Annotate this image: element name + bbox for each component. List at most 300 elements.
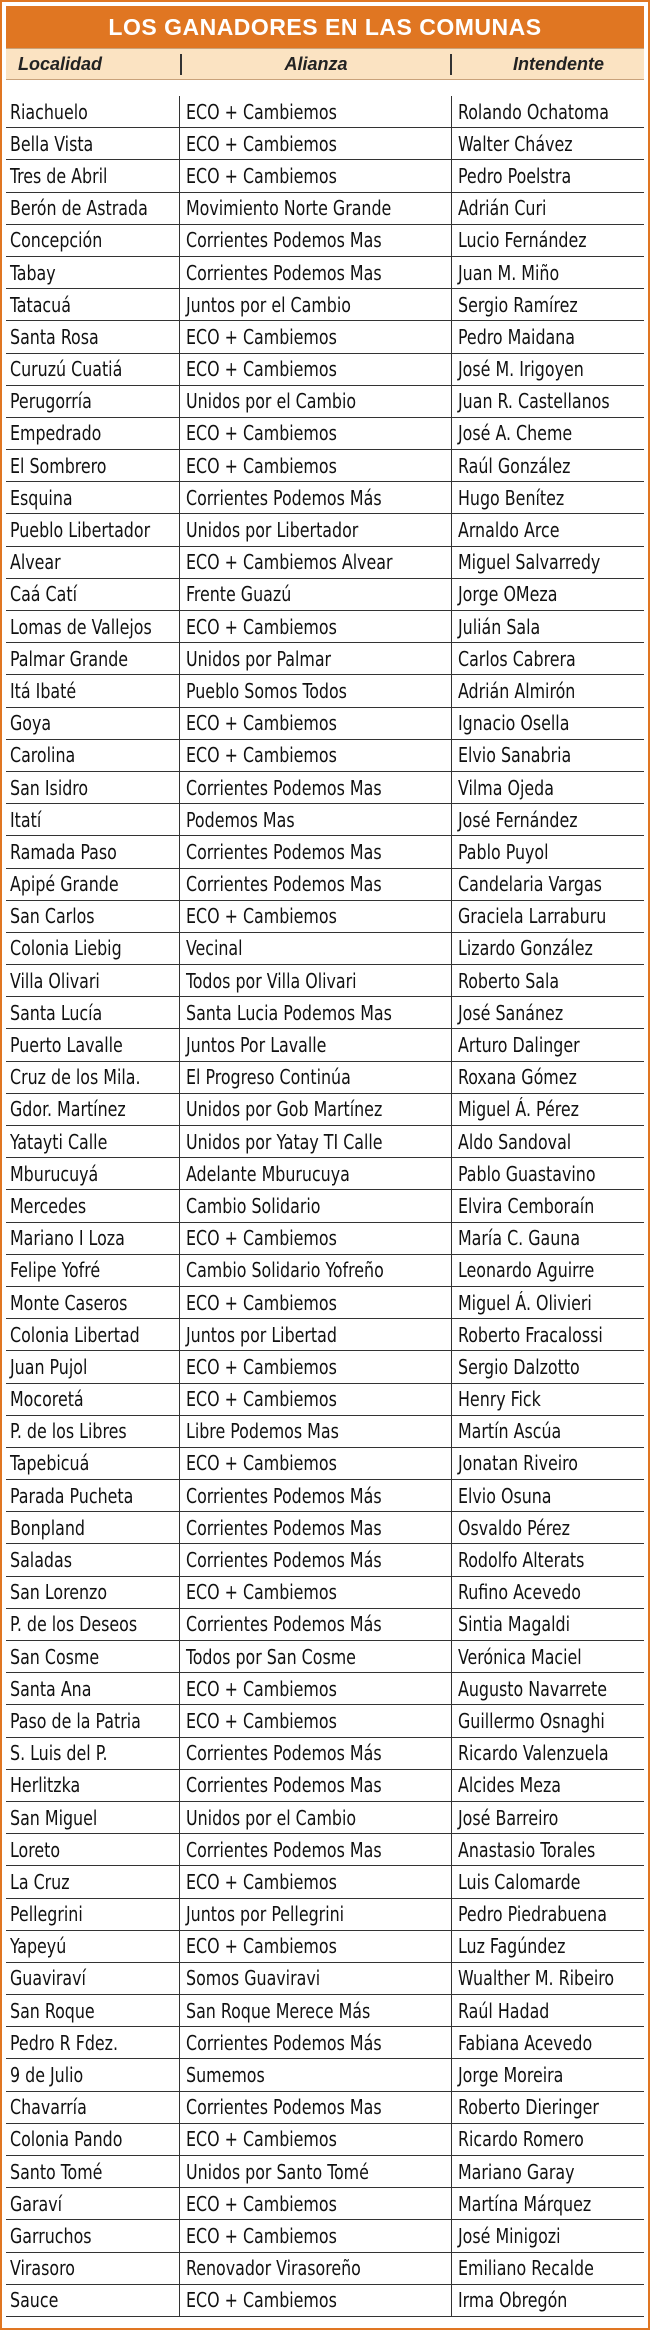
- cell-alianza: [180, 1255, 452, 1286]
- cell-intendente: [452, 418, 644, 449]
- table-row: [6, 643, 644, 675]
- cell-localidad-text: San Lorenzo: [10, 1580, 108, 1605]
- cell-alianza-text: Corrientes Podemos Mas: [186, 1773, 382, 1798]
- cell-localidad-text: Pueblo Libertador: [10, 518, 151, 543]
- cell-localidad: [6, 901, 180, 932]
- cell-alianza-text: Corrientes Podemos Mas: [186, 839, 382, 864]
- cell-localidad-text: Palmar Grande: [10, 646, 129, 671]
- cell-localidad-text: Yatayti Calle: [10, 1129, 108, 1154]
- cell-alianza-text: Juntos Por Lavalle: [186, 1033, 327, 1058]
- cell-intendente: [452, 1416, 644, 1447]
- cell-intendente: [452, 1577, 644, 1608]
- cell-alianza: [180, 160, 452, 191]
- cell-intendente-text: Miguel Á. Pérez: [458, 1097, 579, 1122]
- cell-intendente-text: Sintia Magaldi: [458, 1612, 571, 1637]
- cell-intendente: [452, 257, 644, 288]
- cell-intendente: [452, 708, 644, 739]
- cell-alianza-text: ECO + Cambiemos: [186, 1354, 337, 1379]
- cell-localidad-text: Alvear: [10, 550, 61, 575]
- cell-localidad-text: Pedro R Fdez.: [10, 2030, 119, 2055]
- cell-localidad: [6, 965, 180, 996]
- cell-intendente-text: Luis Calomarde: [458, 1869, 581, 1894]
- cell-localidad: [6, 289, 180, 320]
- cell-localidad-text: Bonpland: [10, 1515, 85, 1540]
- cell-intendente-text: Arturo Dalinger: [458, 1033, 580, 1058]
- cell-localidad: [6, 1126, 180, 1157]
- cell-localidad-text: S. Luis del P.: [10, 1741, 108, 1766]
- table-row: [6, 1062, 644, 1094]
- cell-alianza-text: Corrientes Podemos Mas: [186, 775, 382, 800]
- cell-intendente: [452, 804, 644, 835]
- cell-intendente-text: Ignacio Osella: [458, 711, 570, 736]
- cell-alianza-text: ECO + Cambiemos: [186, 1934, 337, 1959]
- cell-alianza-text: ECO + Cambiemos: [186, 453, 337, 478]
- cell-localidad-text: Loreto: [10, 1837, 61, 1862]
- cell-intendente: [452, 386, 644, 417]
- cell-alianza-text: ECO + Cambiemos: [186, 324, 337, 349]
- header-localidad: Localidad: [6, 54, 182, 75]
- cell-alianza: [180, 2059, 452, 2090]
- cell-localidad: [6, 1544, 180, 1575]
- cell-alianza-text: ECO + Cambiemos: [186, 2191, 337, 2216]
- cell-localidad-text: Bella Vista: [10, 131, 94, 156]
- cell-intendente: [452, 1062, 644, 1093]
- cell-intendente: [452, 1931, 644, 1962]
- cell-intendente-text: Emiliano Recalde: [458, 2256, 594, 2281]
- cell-alianza: [180, 418, 452, 449]
- cell-alianza-text: ECO + Cambiemos: [186, 1708, 337, 1733]
- cell-intendente: [452, 2092, 644, 2123]
- cell-localidad-text: P. de los Libres: [10, 1419, 127, 1444]
- cell-intendente-text: Walter Chávez: [458, 131, 573, 156]
- cell-alianza-text: ECO + Cambiemos: [186, 1387, 337, 1412]
- table-row: [6, 1480, 644, 1512]
- cell-intendente-text: Mariano Garay: [458, 2159, 575, 2184]
- cell-localidad: [6, 482, 180, 513]
- cell-alianza-text: Corrientes Podemos Mas: [186, 228, 382, 253]
- cell-alianza: [180, 2188, 452, 2219]
- cell-intendente-text: José Minigozi: [458, 2223, 561, 2248]
- cell-localidad-text: Tapebicuá: [10, 1451, 90, 1476]
- cell-intendente: [452, 901, 644, 932]
- cell-alianza-text: Unidos por Santo Tomé: [186, 2159, 369, 2184]
- cell-intendente: [452, 2027, 644, 2058]
- cell-alianza: [180, 547, 452, 578]
- cell-alianza: [180, 708, 452, 739]
- cell-alianza-text: Unidos por el Cambio: [186, 389, 357, 414]
- cell-intendente-text: Rufino Acevedo: [458, 1580, 582, 1605]
- cell-intendente-text: Elvio Sanabria: [458, 743, 572, 768]
- cell-alianza: [180, 611, 452, 642]
- cell-alianza: [180, 2027, 452, 2058]
- cell-localidad-text: Curuzú Cuatiá: [10, 357, 123, 382]
- cell-localidad: [6, 1738, 180, 1769]
- cell-alianza: [180, 643, 452, 674]
- cell-alianza-text: Juntos por el Cambio: [186, 292, 351, 317]
- cell-alianza-text: ECO + Cambiemos: [186, 614, 337, 639]
- cell-intendente-text: Wualther M. Ribeiro: [458, 1966, 615, 1991]
- cell-localidad: [6, 2059, 180, 2090]
- cell-intendente-text: Henry Fick: [458, 1387, 541, 1412]
- cell-localidad: [6, 1319, 180, 1350]
- table-row: [6, 2092, 644, 2124]
- cell-localidad-text: Concepción: [10, 228, 103, 253]
- cell-localidad-text: Guaviraví: [10, 1966, 86, 1991]
- cell-alianza-text: Todos por San Cosme: [186, 1644, 356, 1669]
- cell-alianza: [180, 225, 452, 256]
- cell-intendente-text: Martín Ascúa: [458, 1419, 562, 1444]
- cell-localidad-text: Garaví: [10, 2191, 63, 2216]
- cell-intendente: [452, 1029, 644, 1060]
- cell-alianza-text: Cambio Solidario: [186, 1193, 321, 1218]
- cell-intendente: [452, 643, 644, 674]
- cell-intendente: [452, 1223, 644, 1254]
- table-row: [6, 1448, 644, 1480]
- cell-localidad: [6, 1287, 180, 1318]
- cell-intendente: [452, 1319, 644, 1350]
- table-row: [6, 386, 644, 418]
- table-row: [6, 418, 644, 450]
- cell-localidad: [6, 1190, 180, 1221]
- cell-alianza: [180, 2220, 452, 2251]
- cell-alianza: [180, 1512, 452, 1543]
- cell-localidad: [6, 1963, 180, 1994]
- cell-alianza-text: Vecinal: [186, 936, 243, 961]
- table-row: [6, 128, 644, 160]
- cell-localidad-text: Berón de Astrada: [10, 196, 148, 221]
- cell-localidad-text: Colonia Libertad: [10, 1322, 140, 1347]
- cell-intendente-text: José Barreiro: [458, 1805, 559, 1830]
- table-row: [6, 257, 644, 289]
- cell-intendente: [452, 1738, 644, 1769]
- cell-alianza-text: San Roque Merece Más: [186, 1998, 371, 2023]
- cell-localidad: [6, 1899, 180, 1930]
- cell-alianza-text: Podemos Mas: [186, 807, 295, 832]
- cell-localidad: [6, 1480, 180, 1511]
- cell-localidad: [6, 1609, 180, 1640]
- cell-alianza: [180, 482, 452, 513]
- cell-intendente: [452, 2253, 644, 2284]
- table-row: [6, 2220, 644, 2252]
- cell-alianza-text: Corrientes Podemos Mas: [186, 260, 382, 285]
- cell-intendente: [452, 547, 644, 578]
- cell-intendente: [452, 354, 644, 385]
- table-row: [6, 740, 644, 772]
- cell-intendente-text: Pablo Puyol: [458, 839, 549, 864]
- cell-localidad-text: Santa Ana: [10, 1676, 92, 1701]
- cell-localidad-text: Esquina: [10, 485, 73, 510]
- table-row: [6, 997, 644, 1029]
- cell-alianza-text: ECO + Cambiemos: [186, 2223, 337, 2248]
- cell-localidad-text: Colonia Pando: [10, 2127, 123, 2152]
- cell-localidad-text: Monte Caseros: [10, 1290, 128, 1315]
- cell-localidad-text: San Carlos: [10, 904, 95, 929]
- cell-alianza: [180, 1416, 452, 1447]
- table-row: [6, 1995, 644, 2027]
- cell-localidad-text: Carolina: [10, 743, 76, 768]
- cell-localidad: [6, 2253, 180, 2284]
- cell-alianza-text: ECO + Cambiemos: [186, 1580, 337, 1605]
- cell-intendente-text: Hugo Benítez: [458, 485, 565, 510]
- cell-intendente: [452, 1126, 644, 1157]
- table-row: [6, 2285, 644, 2317]
- table-row: [6, 1770, 644, 1802]
- cell-intendente: [452, 772, 644, 803]
- cell-alianza: [180, 1931, 452, 1962]
- cell-intendente-text: Alcides Meza: [458, 1773, 562, 1798]
- cell-intendente: [452, 1899, 644, 1930]
- table-row: [6, 514, 644, 546]
- cell-localidad-text: Garruchos: [10, 2223, 92, 2248]
- table-row: [6, 160, 644, 192]
- table-row: [6, 1931, 644, 1963]
- cell-alianza-text: Corrientes Podemos Más: [186, 1483, 382, 1508]
- cell-alianza: [180, 321, 452, 352]
- cell-intendente-text: Luz Fagúndez: [458, 1934, 566, 1959]
- cell-intendente-text: Martína Márquez: [458, 2191, 592, 2216]
- cell-localidad: [6, 772, 180, 803]
- cell-intendente: [452, 869, 644, 900]
- cell-intendente-text: Ricardo Valenzuela: [458, 1741, 609, 1766]
- header-intendente: Intendente: [512, 53, 604, 74]
- cell-intendente: [452, 450, 644, 481]
- cell-alianza-text: Renovador Virasoreño: [186, 2256, 361, 2281]
- cell-intendente: [452, 1351, 644, 1382]
- cell-alianza: [180, 772, 452, 803]
- cell-intendente-text: Raúl Hadad: [458, 1998, 550, 2023]
- cell-intendente: [452, 2188, 644, 2219]
- cell-localidad: [6, 1512, 180, 1543]
- column-header-row: [6, 48, 644, 80]
- cell-alianza: [180, 804, 452, 835]
- cell-intendente: [452, 225, 644, 256]
- table-row: [6, 1319, 644, 1351]
- cell-alianza: [180, 514, 452, 545]
- table-row: [6, 1834, 644, 1866]
- cell-alianza: [180, 1126, 452, 1157]
- cell-alianza: [180, 675, 452, 706]
- table-row: [6, 836, 644, 868]
- cell-alianza-text: Unidos por Libertador: [186, 518, 359, 543]
- cell-intendente-text: Lizardo González: [458, 936, 593, 961]
- cell-localidad: [6, 1448, 180, 1479]
- cell-localidad-text: Virasoro: [10, 2256, 75, 2281]
- cell-alianza-text: Corrientes Podemos Más: [186, 485, 382, 510]
- cell-intendente-text: Miguel Á. Olivieri: [458, 1290, 592, 1315]
- cell-intendente-text: Sergio Ramírez: [458, 292, 578, 317]
- cell-localidad-text: Apipé Grande: [10, 872, 119, 897]
- table-row: [6, 1673, 644, 1705]
- cell-intendente-text: Osvaldo Pérez: [458, 1515, 570, 1540]
- cell-intendente: [452, 1287, 644, 1318]
- table-row: [6, 321, 644, 353]
- cell-intendente-text: Julián Sala: [458, 614, 541, 639]
- cell-intendente: [452, 2124, 644, 2155]
- cell-intendente-text: María C. Gauna: [458, 1226, 581, 1251]
- cell-intendente-text: Pedro Poelstra: [458, 163, 572, 188]
- cell-intendente-text: Rolando Ochatoma: [458, 99, 609, 124]
- cell-intendente-text: Verónica Maciel: [458, 1644, 582, 1669]
- cell-intendente: [452, 611, 644, 642]
- cell-intendente: [452, 1866, 644, 1897]
- table-row: [6, 579, 644, 611]
- cell-localidad-text: Herlitzka: [10, 1773, 81, 1798]
- cell-localidad: [6, 997, 180, 1028]
- cell-localidad: [6, 160, 180, 191]
- cell-alianza: [180, 1673, 452, 1704]
- table-row: [6, 1963, 644, 1995]
- table-body: [6, 96, 644, 2317]
- cell-intendente-text: Irma Obregón: [458, 2288, 568, 2313]
- cell-localidad: [6, 1705, 180, 1736]
- cell-alianza-text: ECO + Cambiemos: [186, 131, 337, 156]
- cell-intendente-text: Jorge Moreira: [458, 2063, 564, 2088]
- cell-intendente: [452, 128, 644, 159]
- cell-localidad-text: Goya: [10, 711, 52, 736]
- cell-alianza-text: Unidos por Yatay TI Calle: [186, 1129, 383, 1154]
- cell-alianza: [180, 901, 452, 932]
- cell-localidad: [6, 547, 180, 578]
- cell-alianza: [180, 1190, 452, 1221]
- cell-localidad: [6, 740, 180, 771]
- cell-intendente-text: José A. Cheme: [458, 421, 573, 446]
- cell-intendente: [452, 482, 644, 513]
- cell-alianza-text: ECO + Cambiemos: [186, 421, 337, 446]
- cell-localidad: [6, 1866, 180, 1897]
- cell-alianza-text: Corrientes Podemos Más: [186, 1612, 382, 1637]
- cell-intendente-text: Jorge OMeza: [458, 582, 558, 607]
- cell-localidad: [6, 1062, 180, 1093]
- cell-alianza-text: ECO + Cambiemos: [186, 904, 337, 929]
- cell-alianza-text: ECO + Cambiemos: [186, 2127, 337, 2152]
- table-row: [6, 2059, 644, 2091]
- cell-localidad: [6, 2285, 180, 2316]
- cell-alianza: [180, 1609, 452, 1640]
- cell-intendente-text: Vilma Ojeda: [458, 775, 554, 800]
- cell-intendente: [452, 579, 644, 610]
- cell-intendente-text: Raúl González: [458, 453, 571, 478]
- cell-alianza-text: Corrientes Podemos Más: [186, 1548, 382, 1573]
- cell-localidad: [6, 514, 180, 545]
- cell-localidad: [6, 643, 180, 674]
- table-row: [6, 1094, 644, 1126]
- cell-alianza: [180, 1899, 452, 1930]
- table-row: [6, 1705, 644, 1737]
- cell-localidad-text: San Cosme: [10, 1644, 100, 1669]
- cell-alianza-text: Corrientes Podemos Más: [186, 1741, 382, 1766]
- cell-alianza: [180, 1802, 452, 1833]
- cell-alianza-text: Corrientes Podemos Mas: [186, 1837, 382, 1862]
- cell-localidad: [6, 579, 180, 610]
- cell-intendente-text: Arnaldo Arce: [458, 518, 560, 543]
- cell-intendente-text: Juan R. Castellanos: [458, 389, 610, 414]
- cell-alianza-text: Movimiento Norte Grande: [186, 196, 392, 221]
- cell-intendente: [452, 1802, 644, 1833]
- table-row: [6, 1577, 644, 1609]
- cell-intendente: [452, 1544, 644, 1575]
- table-row: [6, 2253, 644, 2285]
- cell-alianza-text: ECO + Cambiemos: [186, 1676, 337, 1701]
- cell-localidad-text: Santo Tomé: [10, 2159, 103, 2184]
- cell-intendente: [452, 2220, 644, 2251]
- cell-intendente-text: Guillermo Osnaghi: [458, 1708, 605, 1733]
- cell-localidad-text: Paso de la Patria: [10, 1708, 141, 1733]
- table-row: [6, 1255, 644, 1287]
- cell-intendente-text: Fabiana Acevedo: [458, 2030, 593, 2055]
- cell-intendente-text: Pedro Maidana: [458, 324, 576, 349]
- cell-alianza-text: El Progreso Continúa: [186, 1065, 351, 1090]
- cell-localidad: [6, 1255, 180, 1286]
- table-row: [6, 1158, 644, 1190]
- table-row: [6, 965, 644, 997]
- header-alianza: Alianza: [182, 54, 452, 75]
- table-row: [6, 450, 644, 482]
- cell-alianza: [180, 96, 452, 127]
- cell-alianza: [180, 1770, 452, 1801]
- table-row: [6, 1384, 644, 1416]
- cell-localidad: [6, 1223, 180, 1254]
- cell-intendente: [452, 1255, 644, 1286]
- table-row: [6, 1544, 644, 1576]
- cell-alianza-text: Santa Lucia Podemos Mas: [186, 1000, 392, 1025]
- table-row: [6, 772, 644, 804]
- cell-intendente-text: José Fernández: [458, 807, 578, 832]
- cell-alianza: [180, 354, 452, 385]
- cell-intendente-text: José M. Irigoyen: [458, 357, 584, 382]
- cell-localidad: [6, 1384, 180, 1415]
- cell-localidad-text: P. de los Deseos: [10, 1612, 138, 1637]
- cell-intendente: [452, 1512, 644, 1543]
- table-row: [6, 1738, 644, 1770]
- cell-intendente-text: Rodolfo Alterats: [458, 1548, 585, 1573]
- cell-localidad-text: Santa Lucía: [10, 1000, 103, 1025]
- cell-alianza: [180, 2253, 452, 2284]
- table-row: [6, 1899, 644, 1931]
- table-row: [6, 2027, 644, 2059]
- cell-localidad-text: Villa Olivari: [10, 968, 100, 993]
- cell-localidad: [6, 804, 180, 835]
- cell-intendente-text: Miguel Salvarredy: [458, 550, 601, 575]
- cell-localidad: [6, 2092, 180, 2123]
- cell-alianza-text: ECO + Cambiemos: [186, 711, 337, 736]
- cell-intendente-text: Anastasio Torales: [458, 1837, 596, 1862]
- cell-alianza: [180, 1641, 452, 1672]
- table-row: [6, 611, 644, 643]
- cell-localidad: [6, 321, 180, 352]
- cell-localidad-text: 9 de Julio: [10, 2063, 84, 2088]
- table-row: [6, 901, 644, 933]
- cell-alianza: [180, 869, 452, 900]
- table-row: [6, 1190, 644, 1222]
- cell-intendente: [452, 1641, 644, 1672]
- cell-alianza-text: Corrientes Podemos Mas: [186, 1515, 382, 1540]
- cell-alianza: [180, 1287, 452, 1318]
- cell-intendente: [452, 965, 644, 996]
- cell-intendente: [452, 1190, 644, 1221]
- cell-alianza: [180, 1738, 452, 1769]
- cell-localidad-text: Tres de Abril: [10, 163, 108, 188]
- cell-alianza-text: Cambio Solidario Yofreño: [186, 1258, 384, 1283]
- cell-alianza: [180, 1963, 452, 1994]
- cell-localidad-text: San Roque: [10, 1998, 95, 2023]
- cell-intendente-text: Carlos Cabrera: [458, 646, 576, 671]
- cell-alianza: [180, 2156, 452, 2187]
- cell-localidad-text: Puerto Lavalle: [10, 1033, 123, 1058]
- cell-alianza: [180, 997, 452, 1028]
- cell-intendente-text: Adrián Almirón: [458, 678, 576, 703]
- cell-intendente: [452, 740, 644, 771]
- cell-alianza: [180, 193, 452, 224]
